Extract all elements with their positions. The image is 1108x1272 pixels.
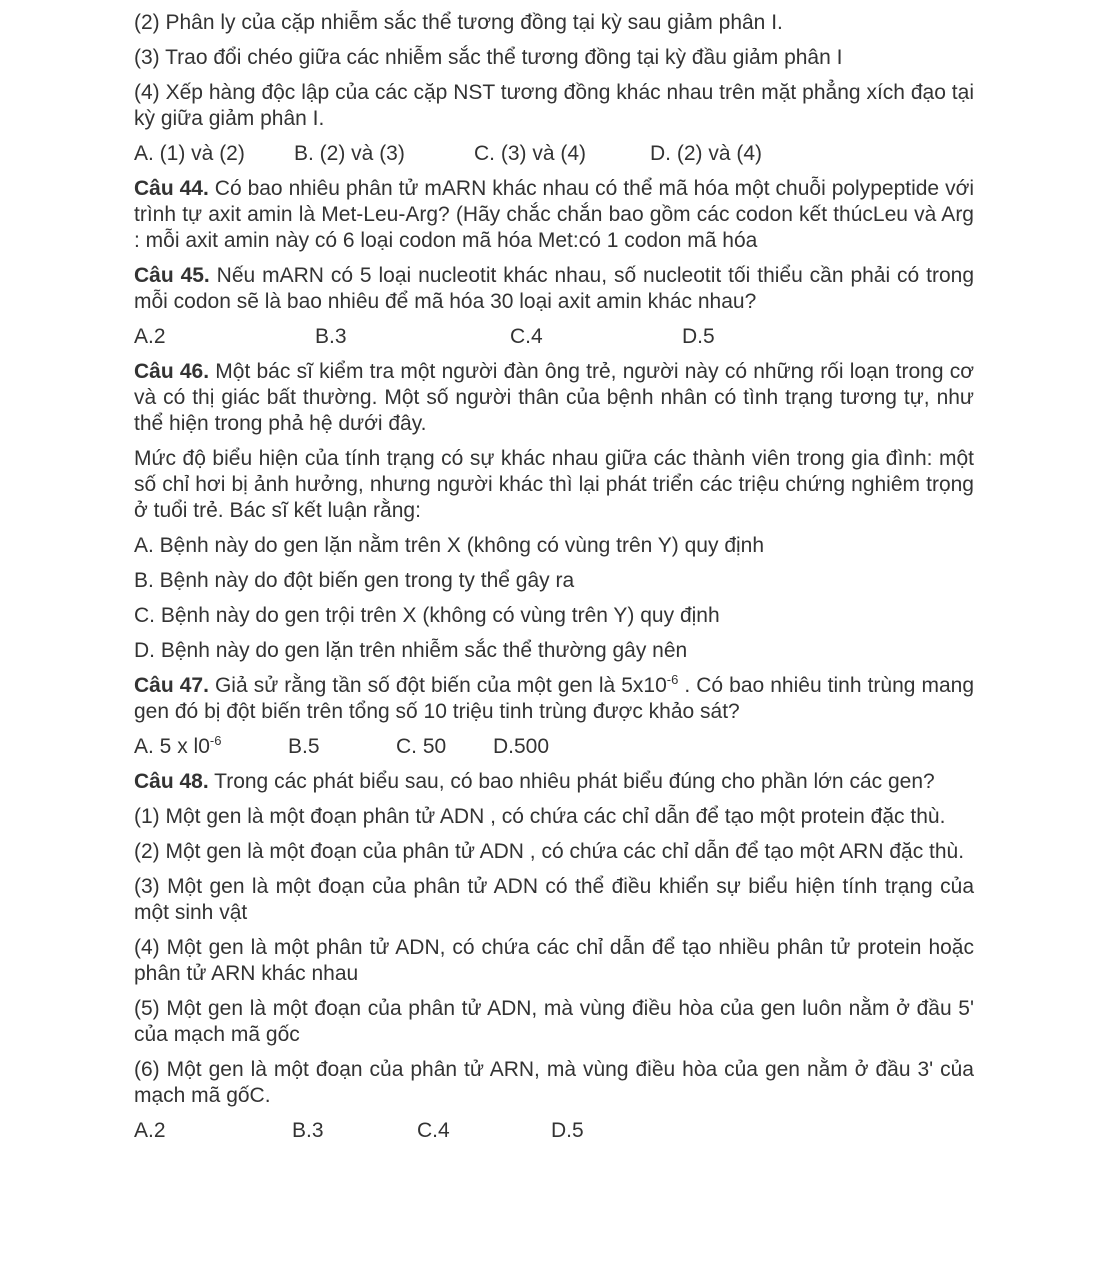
q44-label: Câu 44. — [134, 177, 209, 200]
q48-option-d: D.5 — [551, 1119, 584, 1142]
q46-paragraph-2: Mức độ biểu hiện của tính trạng có sự khác nhau giữa các thành viên trong gia đình: một số chỉ hơi bị ảnh hưởng, nhưng người khác thì lại phát triển các triệu chứng nghiêm trọng ở tuổi trẻ. Bác sĩ kết luận rằng: — [134, 447, 974, 522]
q44 — [134, 176, 974, 254]
q48-item-3: (3) Một gen là một đoạn của phân tử ADN có thể điều khiển sự biểu hiện tính trạng của một sinh vật — [134, 875, 974, 924]
q47-option-a-exponent: -6 — [209, 733, 222, 748]
q48-text: Trong các phát biểu sau, có bao nhiêu phát biểu đúng cho phần lớn các gen? — [208, 770, 935, 793]
q43-option-d: D. (2) và (4) — [650, 142, 763, 165]
q45-label: Câu 45. — [134, 264, 210, 287]
q47-label: Câu 47. — [134, 674, 209, 697]
q45 — [134, 263, 974, 315]
q47-option-a-base: A. 5 x l0 — [134, 735, 210, 758]
q43-item-3: (3) Trao đổi chéo giữa các nhiễm sắc thể tương đồng tại kỳ đầu giảm phân I — [134, 46, 843, 69]
q48-item-2: (2) Một gen là một đoạn của phân tử ADN , có chứa các chỉ dẫn để tạo một ARN đặc thù. — [134, 840, 965, 863]
q43-option-c: C. (3) và (4) — [474, 142, 587, 165]
q45-option-b: B.3 — [315, 325, 347, 348]
q44-text: Có bao nhiêu phân tử mARN khác nhau có thể mã hóa một chuỗi polypeptide với trình tự axit amin là Met-Leu-Arg? (Hãy chắc chắn bao gồm các codon kết thúcLeu và Arg : mỗi axit amin này có 6 loại codon mã hóa Met:có 1 codon mã hóa — [134, 177, 975, 252]
q46 — [134, 359, 974, 437]
q48-label: Câu 48. — [134, 770, 209, 793]
q45-option-a: A.2 — [134, 325, 166, 348]
q43-item-4: (4) Xếp hàng độc lập của các cặp NST tương đồng khác nhau trên mặt phẳng xích đạo tại kỳ giữa giảm phân I. — [134, 81, 974, 130]
q43-item-2: (2) Phân ly của cặp nhiễm sắc thể tương đồng tại kỳ sau giảm phân I. — [134, 11, 783, 34]
q47-exponent: -6 — [666, 672, 679, 687]
q45-option-d: D.5 — [682, 325, 715, 348]
q48-option-c: C.4 — [417, 1119, 450, 1142]
q45-text: Nếu mARN có 5 loại nucleotit khác nhau, số nucleotit tối thiểu cần phải có trong mỗi codon sẽ là bao nhiêu để mã hóa 30 loại axit amin khác nhau? — [134, 264, 974, 313]
q47-option-d: D.500 — [493, 735, 550, 758]
q47-option-b: B.5 — [288, 735, 320, 758]
q46-option-d: D. Bệnh này do gen lặn trên nhiễm sắc thể thường gây nên — [134, 639, 688, 662]
q46-text: Một bác sĩ kiểm tra một người đàn ông trẻ, người này có những rối loạn trong cơ và có thị giác bất thường. Một số người thân của bệnh nhân có tình trạng tương tự, như thể hiện trong phả hệ dưới đây. — [134, 360, 974, 435]
exam-page — [134, 10, 974, 1153]
q48-item-1: (1) Một gen là một đoạn phân tử ADN , có chứa các chỉ dẫn để tạo một protein đặc thù. — [134, 805, 946, 828]
q47-option-c: C. 50 — [396, 735, 447, 758]
q46-option-a: A. Bệnh này do gen lặn nằm trên X (không có vùng trên Y) quy định — [134, 534, 765, 557]
q48-item-4: (4) Một gen là một phân tử ADN, có chứa các chỉ dẫn để tạo nhiều phân tử protein hoặc phân tử ARN khác nhau — [134, 936, 974, 985]
q46-option-b: B. Bệnh này do đột biến gen trong ty thể gây ra — [134, 569, 575, 592]
q45-options — [134, 324, 974, 350]
q48-item-5: (5) Một gen là một đoạn của phân tử ADN, mà vùng điều hòa của gen luôn nằm ở đầu 5' của mạch mã gốc — [134, 997, 974, 1046]
q46-label: Câu 46. — [134, 360, 210, 383]
q43-options — [134, 141, 974, 167]
q47-text-b: . Có bao nhiêu tinh trùng mang gen đó bị đột biến trên tổng số 10 triệu tinh trùng được khảo sát? — [134, 674, 975, 723]
q48-option-b: B.3 — [292, 1119, 324, 1142]
q48-options — [134, 1118, 974, 1144]
q46-option-c: C. Bệnh này do gen trội trên X (không có vùng trên Y) quy định — [134, 604, 720, 627]
q47-text-a: Giả sử rằng tần số đột biến của một gen là 5x10 — [208, 674, 667, 697]
q47 — [134, 673, 974, 725]
q43-option-b: B. (2) và (3) — [294, 142, 405, 165]
q45-option-c: C.4 — [510, 325, 543, 348]
q47-options — [134, 734, 974, 760]
q47-option-a — [134, 734, 288, 760]
q48-item-6: (6) Một gen là một đoạn của phân tử ARN, mà vùng điều hòa của gen nằm ở đầu 3' của mạch mã gốC. — [134, 1058, 974, 1107]
q48 — [134, 769, 974, 795]
q48-option-a: A.2 — [134, 1119, 166, 1142]
q43-option-a: A. (1) và (2) — [134, 142, 245, 165]
